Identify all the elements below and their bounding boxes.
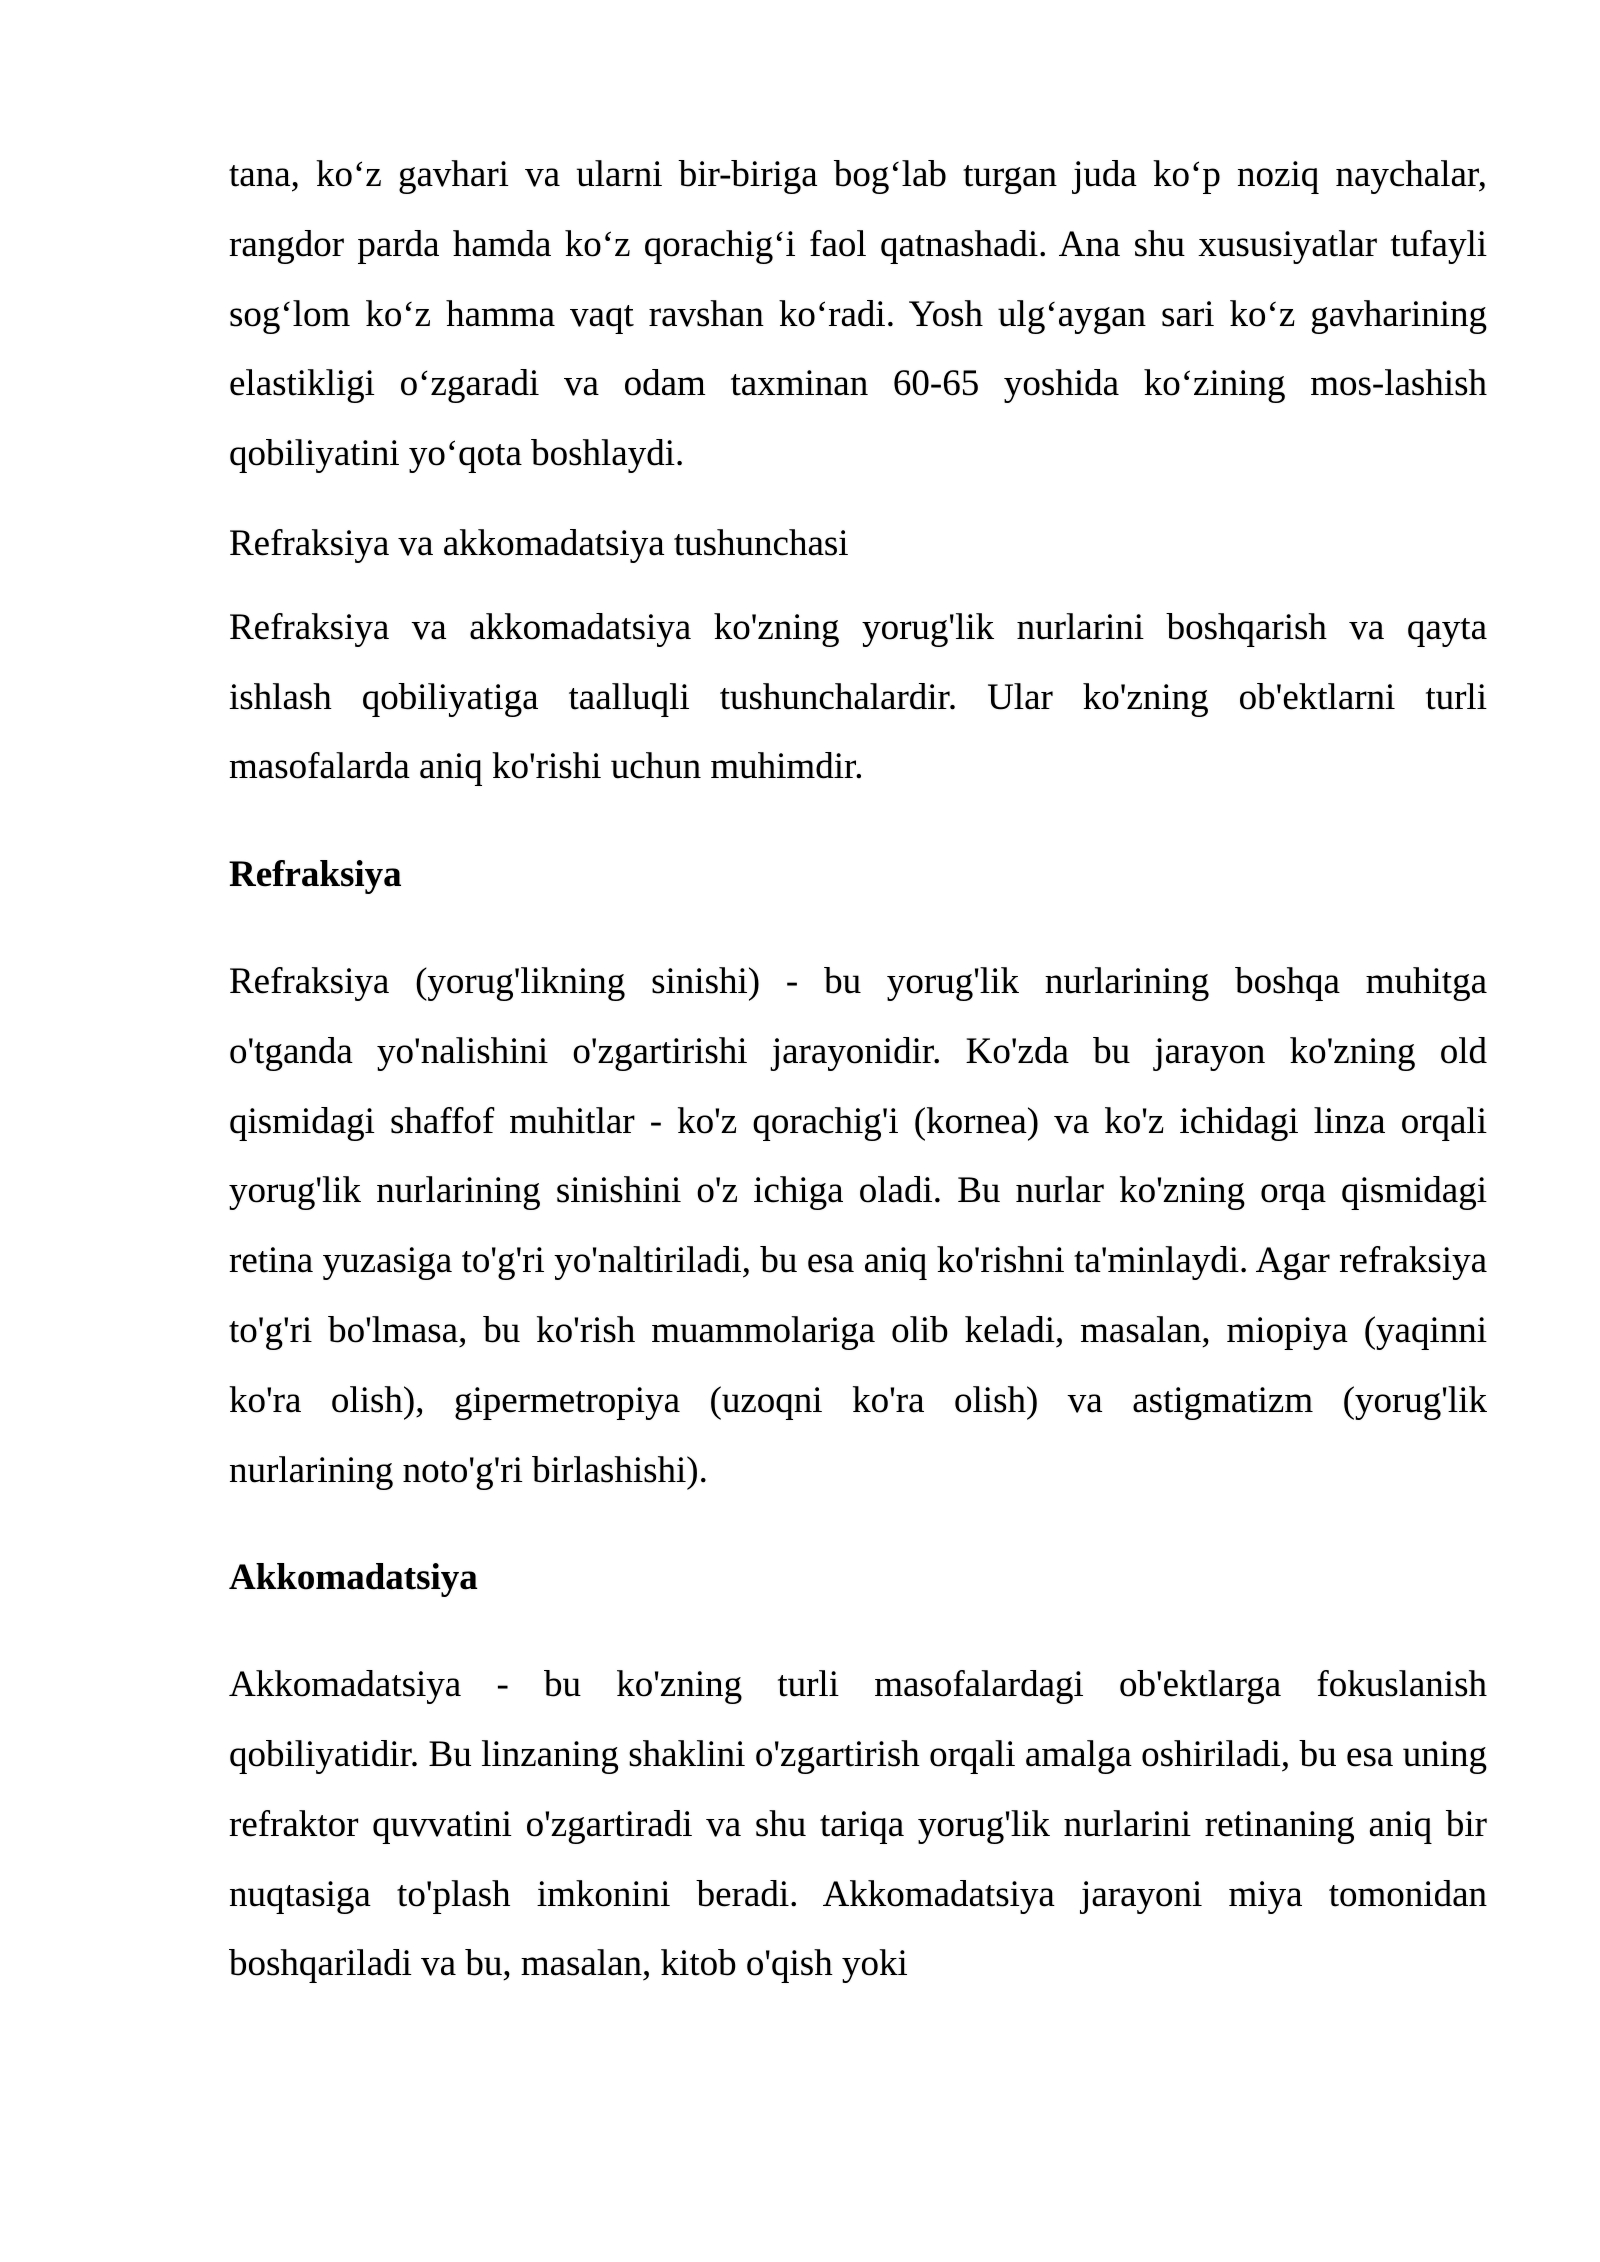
paragraph-akkomadatsiya: Akkomadatsiya - bu ko'zning turli masofalardagi ob'ektlarga fokuslanish qobiliyatidir. Bu linzaning shaklini o'zgartirish orqali amalga oshiriladi, bu esa uning refraktor quvvatini o'zgartiradi va shu tariqa yorug'lik nurlarini retinaning aniq bir nuqtasiga to'plash imkonini beradi. Akkomadatsiya jarayoni miya tomonidan boshqariladi va bu, masalan, kitob o'qish yoki xyxy=(229,1664,1487,1985)
paragraph-intro: Refraksiya va akkomadatsiya ko'zning yorug'lik nurlarini boshqarish va qayta ishlash qobiliyatiga taalluqli tushunchalardir. Ular ko'zning ob'ektlarni turli masofalarda aniq ko'rishi uchun muhimdir. xyxy=(229,606,1487,788)
heading-akkomadatsiya: Akkomadatsiya xyxy=(229,1557,478,1599)
heading-refraksiya: Refraksiya xyxy=(229,854,402,896)
section-subheading: Refraksiya va akkomadatsiya tushunchasi xyxy=(229,522,849,564)
paragraph-eye-structure: tana, ko‘z gavhari va ularni bir-biriga bog‘lab turgan juda ko‘p noziq naychalar, rangdor parda hamda ko‘z qorachig‘i faol qatnashadi. Ana shu xususiyatlar tufayli sog‘lom ko‘z hamma vaqt ravshan ko‘radi. Yosh ulg‘aygan sari ko‘z gavharining elastikligi o‘zgaradi va odam taxminan 60-65 yoshida ko‘zining mos-lashish qobiliyatini yo‘qota boshlaydi. xyxy=(229,154,1487,475)
document-body xyxy=(229,140,1487,1999)
paragraph-refraksiya: Refraksiya (yorug'likning sinishi) - bu yorug'lik nurlarining boshqa muhitga o'tganda yo'nalishini o'zgartirishi jarayonidir. Ko'zda bu jarayon ko'zning old qismidagi shaffof muhitlar - ko'z qorachig'i (kornea) va ko'z ichidagi linza orqali yorug'lik nurlarining sinishini o'z ichiga oladi. Bu nurlar ko'zning orqa qismidagi retina yuzasiga to'g'ri yo'naltiriladi, bu esa aniq ko'rishni ta'minlaydi. Agar refraksiya to'g'ri bo'lmasa, bu ko'rish muammolariga olib keladi, masalan, miopiya (yaqinni ko'ra olish), gipermetropiya (uzoqni ko'ra olish) va astigmatizm (yorug'lik nurlarining noto'g'ri birlashishi). xyxy=(229,960,1487,1491)
